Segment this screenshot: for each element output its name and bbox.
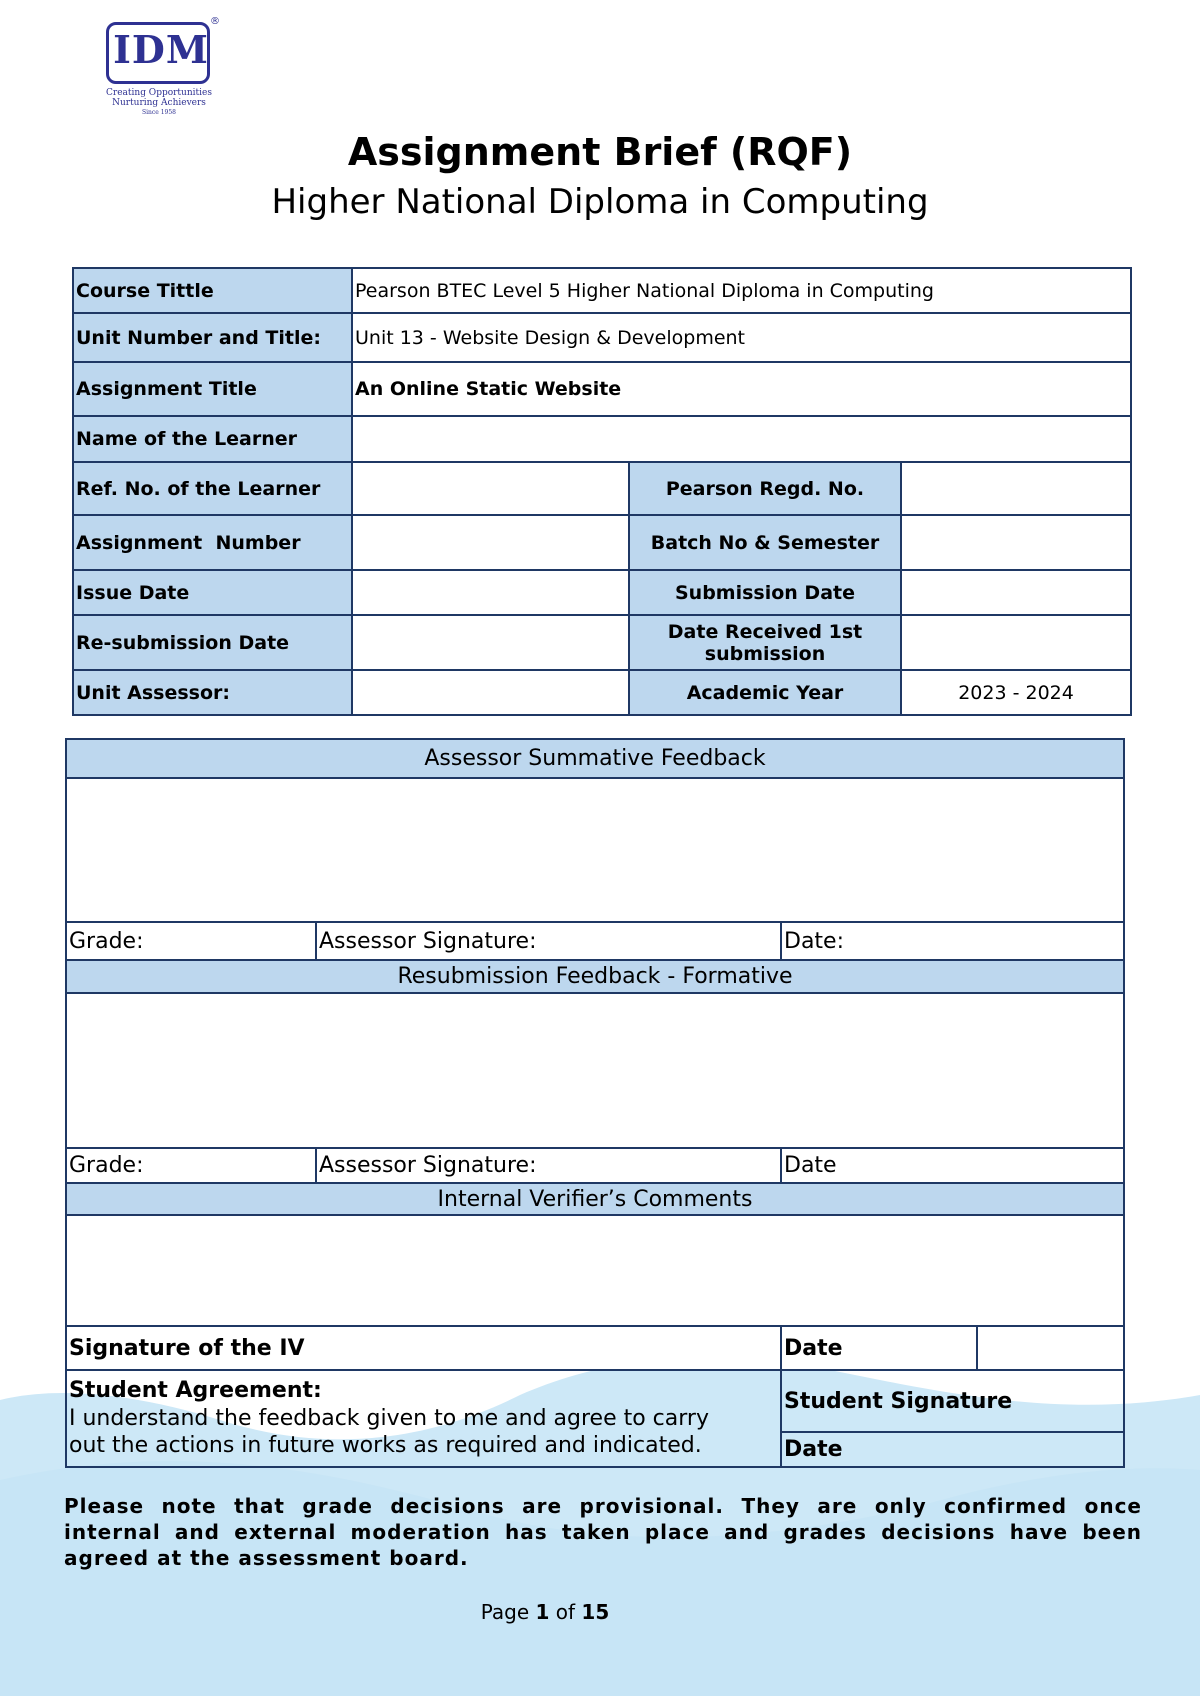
logo-tagline-2: Nurturing Achievers (112, 98, 206, 108)
iv-date-label: Date (781, 1326, 977, 1370)
academic-year-value: 2023 - 2024 (901, 670, 1131, 715)
page-title: Assignment Brief (RQF) (347, 130, 853, 174)
batch-label: Batch No & Semester (629, 515, 901, 570)
logo-text: IDM (113, 27, 209, 72)
feedback-table (65, 738, 1125, 1468)
page-prefix: Page (480, 1600, 536, 1624)
page-subtitle: Higher National Diploma in Computing (271, 182, 929, 222)
learner-name-label: Name of the Learner (73, 416, 352, 462)
student-agreement-text: I understand the feedback given to me and agree to carry out the actions in future works as required and indicated. (69, 1406, 709, 1458)
date-label-2: Date (781, 1148, 1124, 1183)
pearson-regd-label: Pearson Regd. No. (629, 462, 901, 515)
course-title-label: Course Tittle (73, 268, 352, 313)
assignment-title-value: An Online Static Website (352, 362, 1131, 416)
resubmission-date-label: Re-submission Date (73, 615, 352, 670)
resubmission-feedback-heading: Resubmission Feedback - Formative (66, 960, 1124, 993)
unit-label: Unit Number and Title: (73, 313, 352, 362)
iv-comments-heading: Internal Verifier’s Comments (66, 1183, 1124, 1215)
logo-since: Since 1958 (142, 109, 176, 116)
submission-date-label: Submission Date (629, 570, 901, 615)
assignment-number-field[interactable] (352, 515, 629, 570)
summative-feedback-area[interactable] (66, 778, 1124, 922)
student-signature-label: Student Signature (781, 1370, 1124, 1432)
page-number (0, 1600, 1090, 1624)
learner-name-field[interactable] (352, 416, 1131, 462)
issue-date-label: Issue Date (73, 570, 352, 615)
resubmission-feedback-area[interactable] (66, 993, 1124, 1148)
registered-mark: ® (210, 16, 220, 27)
page-total: 15 (581, 1600, 610, 1624)
assignment-number-label: Assignment Number (73, 515, 352, 570)
issue-date-field[interactable] (352, 570, 629, 615)
assignment-info-table (72, 267, 1132, 716)
grade-label-2: Grade: (66, 1148, 316, 1183)
student-date-label: Date (781, 1432, 1124, 1467)
iv-comments-area[interactable] (66, 1215, 1124, 1326)
iv-date-field[interactable] (977, 1326, 1124, 1370)
grade-label: Grade: (66, 922, 316, 960)
iv-signature-label: Signature of the IV (66, 1326, 781, 1370)
ref-no-label: Ref. No. of the Learner (73, 462, 352, 515)
unit-value: Unit 13 - Website Design & Development (352, 313, 1131, 362)
pearson-regd-field[interactable] (901, 462, 1131, 515)
assessor-signature-label-2: Assessor Signature: (316, 1148, 781, 1183)
assignment-title-label: Assignment Title (73, 362, 352, 416)
course-title-value: Pearson BTEC Level 5 Higher National Diploma in Computing (352, 268, 1131, 313)
academic-year-label: Academic Year (629, 670, 901, 715)
student-agreement-label: Student Agreement: (69, 1378, 322, 1403)
summative-feedback-heading: Assessor Summative Feedback (66, 739, 1124, 778)
date-received-label: Date Received 1st submission (629, 615, 901, 670)
unit-assessor-field[interactable] (352, 670, 629, 715)
resubmission-date-field[interactable] (352, 615, 629, 670)
ref-no-field[interactable] (352, 462, 629, 515)
grade-provisional-note: Please note that grade decisions are provisional. They are only confirmed once internal and external moderation has taken place and grades decisions have been agreed at the assessment board. (64, 1494, 1142, 1570)
date-label: Date: (781, 922, 1124, 960)
page-current: 1 (535, 1600, 550, 1624)
page-of: of (549, 1600, 582, 1624)
idm-logo (104, 18, 224, 122)
date-received-field[interactable] (901, 615, 1131, 670)
batch-field[interactable] (901, 515, 1131, 570)
logo-tagline: Creating Opportunities (106, 88, 212, 98)
student-agreement-cell (66, 1370, 781, 1467)
assessor-signature-label: Assessor Signature: (316, 922, 781, 960)
submission-date-field[interactable] (901, 570, 1131, 615)
unit-assessor-label: Unit Assessor: (73, 670, 352, 715)
